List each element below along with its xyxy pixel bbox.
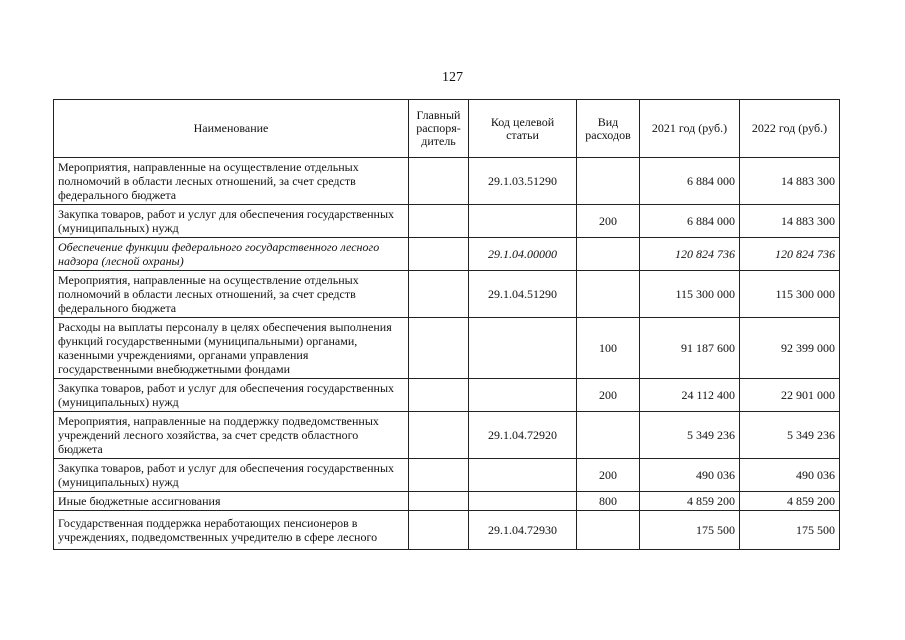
cell-name: Государственная поддержка неработающих пенсионеров в учреждениях, подведомственных учредителю в сфере лесного	[54, 511, 409, 550]
cell-2021: 6 884 000	[640, 205, 740, 238]
header-manager: Главный распоря-дитель	[409, 100, 469, 158]
header-type: Вид расходов	[577, 100, 640, 158]
cell-name: Мероприятия, направленные на осуществление отдельных полномочий в области лесных отношений, за счет средств федерального бюджета	[54, 271, 409, 318]
cell-type: 200	[577, 459, 640, 492]
cell-name: Закупка товаров, работ и услуг для обеспечения государственных (муниципальных) нужд	[54, 459, 409, 492]
cell-manager	[409, 412, 469, 459]
cell-manager	[409, 511, 469, 550]
table-row	[54, 318, 840, 379]
cell-name: Обеспечение функции федерального государственного лесного надзора (лесной охраны)	[54, 238, 409, 271]
cell-2022: 120 824 736	[740, 238, 840, 271]
cell-manager	[409, 271, 469, 318]
cell-type: 200	[577, 379, 640, 412]
cell-2021: 24 112 400	[640, 379, 740, 412]
cell-type	[577, 271, 640, 318]
header-code: Код целевой статьи	[469, 100, 577, 158]
cell-code	[469, 379, 577, 412]
cell-name: Расходы на выплаты персоналу в целях обеспечения выполнения функций государственными (муниципальными) органами, казенными учреждениями, органами управления государственными внебюджетными фондами	[54, 318, 409, 379]
cell-2022: 490 036	[740, 459, 840, 492]
table-row	[54, 271, 840, 318]
cell-2022: 92 399 000	[740, 318, 840, 379]
header-2021: 2021 год (руб.)	[640, 100, 740, 158]
cell-code: 29.1.04.72930	[469, 511, 577, 550]
cell-name: Иные бюджетные ассигнования	[54, 492, 409, 511]
table-header-row	[54, 100, 840, 158]
cell-2022: 4 859 200	[740, 492, 840, 511]
cell-type	[577, 511, 640, 550]
cell-type	[577, 238, 640, 271]
cell-2021: 91 187 600	[640, 318, 740, 379]
cell-code	[469, 459, 577, 492]
table-row	[54, 205, 840, 238]
cell-manager	[409, 379, 469, 412]
table-row	[54, 492, 840, 511]
table-row	[54, 412, 840, 459]
cell-manager	[409, 158, 469, 205]
cell-code: 29.1.04.72920	[469, 412, 577, 459]
cell-2021: 490 036	[640, 459, 740, 492]
cell-2022: 175 500	[740, 511, 840, 550]
table-row	[54, 158, 840, 205]
cell-type: 200	[577, 205, 640, 238]
cell-2022: 22 901 000	[740, 379, 840, 412]
cell-manager	[409, 492, 469, 511]
cell-2021: 175 500	[640, 511, 740, 550]
cell-type: 800	[577, 492, 640, 511]
cell-name: Закупка товаров, работ и услуг для обеспечения государственных (муниципальных) нужд	[54, 205, 409, 238]
header-2022: 2022 год (руб.)	[740, 100, 840, 158]
cell-type	[577, 158, 640, 205]
cell-code	[469, 205, 577, 238]
cell-manager	[409, 318, 469, 379]
cell-2021: 5 349 236	[640, 412, 740, 459]
cell-manager	[409, 238, 469, 271]
cell-code	[469, 492, 577, 511]
cell-manager	[409, 459, 469, 492]
cell-code: 29.1.04.00000	[469, 238, 577, 271]
header-name: Наименование	[54, 100, 409, 158]
table-row	[54, 459, 840, 492]
cell-code: 29.1.04.51290	[469, 271, 577, 318]
cell-2021: 6 884 000	[640, 158, 740, 205]
cell-2022: 14 883 300	[740, 205, 840, 238]
page-number: 127	[442, 70, 463, 85]
cell-code: 29.1.03.51290	[469, 158, 577, 205]
cell-2021: 4 859 200	[640, 492, 740, 511]
cell-type	[577, 412, 640, 459]
cell-code	[469, 318, 577, 379]
cell-name: Закупка товаров, работ и услуг для обеспечения государственных (муниципальных) нужд	[54, 379, 409, 412]
cell-2021: 120 824 736	[640, 238, 740, 271]
cell-manager	[409, 205, 469, 238]
table-row	[54, 379, 840, 412]
table-row	[54, 238, 840, 271]
cell-2022: 115 300 000	[740, 271, 840, 318]
cell-type: 100	[577, 318, 640, 379]
table-row	[54, 511, 840, 550]
cell-2022: 5 349 236	[740, 412, 840, 459]
cell-2021: 115 300 000	[640, 271, 740, 318]
cell-name: Мероприятия, направленные на поддержку подведомственных учреждений лесного хозяйства, за счет средств областного бюджета	[54, 412, 409, 459]
budget-table	[53, 99, 840, 550]
cell-2022: 14 883 300	[740, 158, 840, 205]
cell-name: Мероприятия, направленные на осуществление отдельных полномочий в области лесных отношений, за счет средств федерального бюджета	[54, 158, 409, 205]
